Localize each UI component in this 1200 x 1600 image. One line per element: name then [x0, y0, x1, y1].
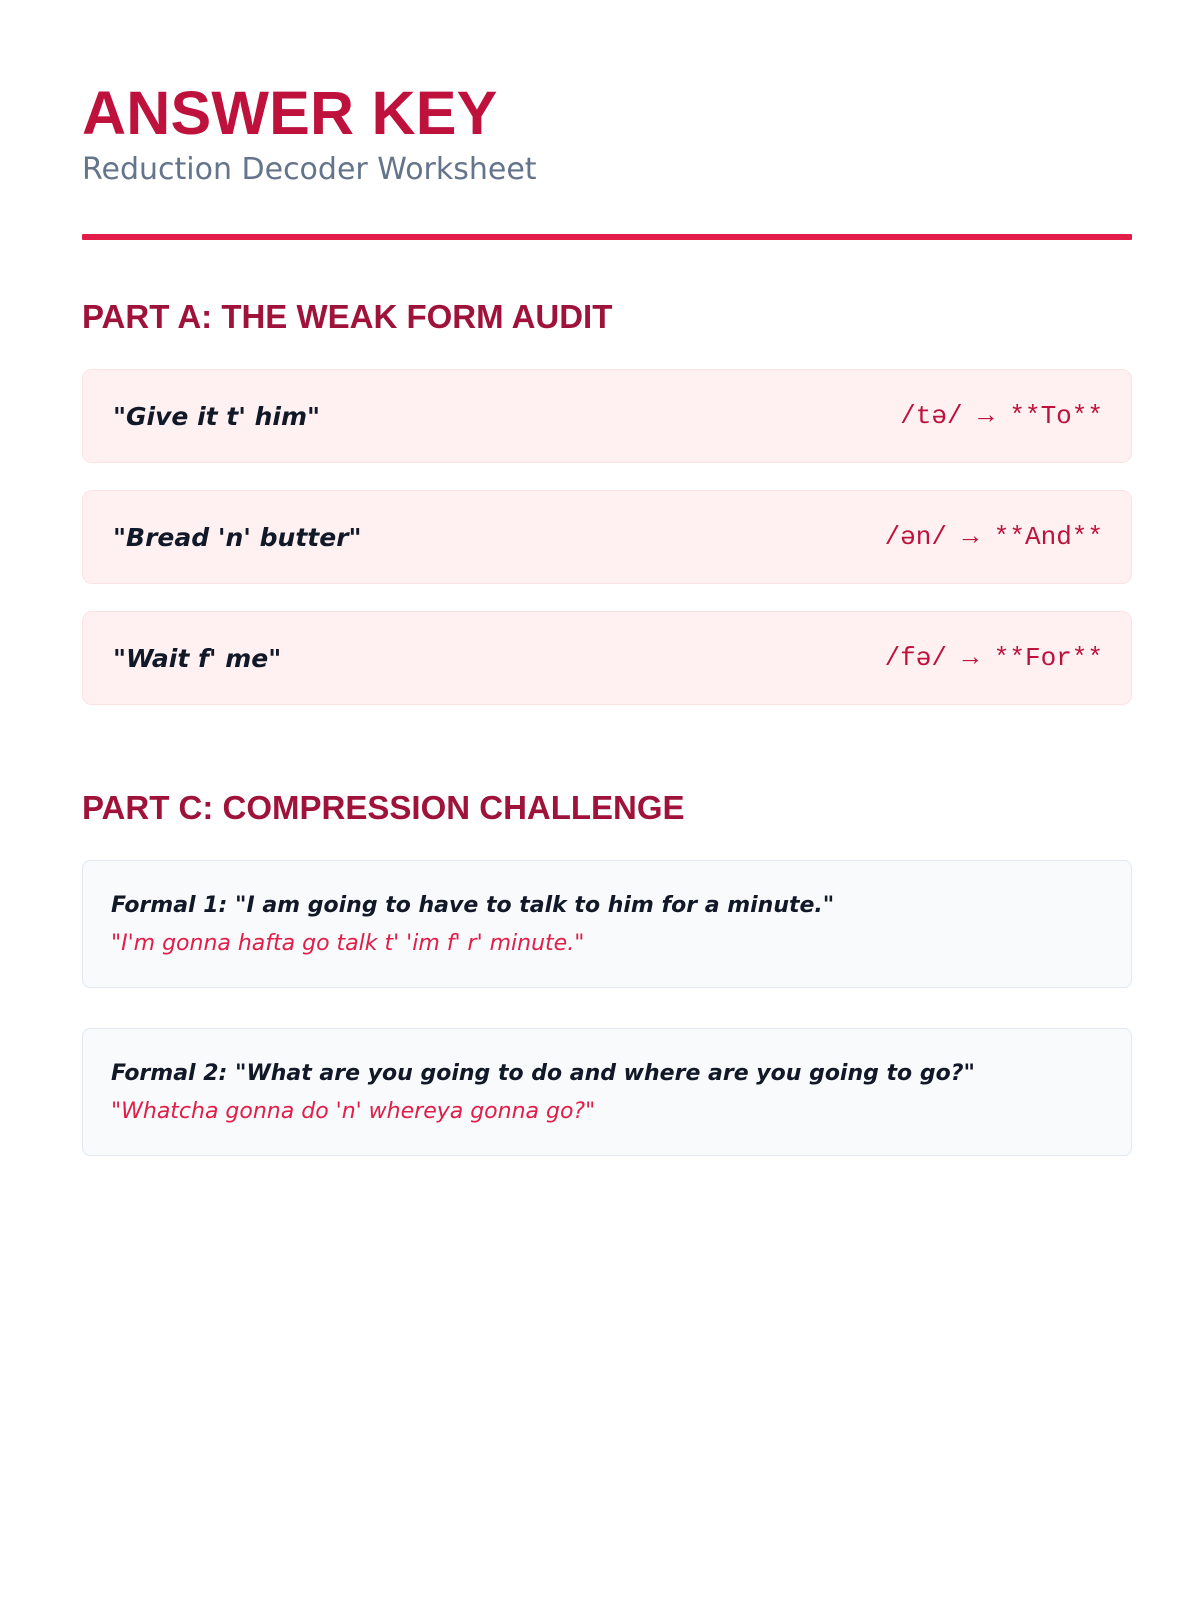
challenge-item	[82, 860, 1132, 988]
compression-challenge-list	[82, 860, 1132, 1156]
audit-phrase: "Give it t' him"	[113, 401, 321, 431]
audit-answer: /tə/ → **To**	[900, 401, 1103, 431]
audit-item	[82, 611, 1132, 705]
challenge-item	[82, 1028, 1132, 1156]
challenge-reduced-answer: "Whatcha gonna do 'n' whereya gonna go?"	[111, 1099, 596, 1124]
part-c-heading: PART C: COMPRESSION CHALLENGE	[82, 789, 685, 826]
part-a-heading: PART A: THE WEAK FORM AUDIT	[82, 298, 613, 335]
audit-phrase: "Wait f' me"	[113, 643, 282, 673]
challenge-formal-sentence: Formal 2: "What are you going to do and where are you going to go?"	[111, 1061, 975, 1086]
challenge-formal-sentence: Formal 1: "I am going to have to talk to him for a minute."	[111, 893, 835, 918]
audit-phrase: "Bread 'n' butter"	[113, 522, 362, 552]
answer-key-page	[82, 78, 1132, 1196]
audit-item	[82, 490, 1132, 584]
audit-item	[82, 369, 1132, 463]
challenge-reduced-answer: "I'm gonna hafta go talk t' 'im f' r' minute."	[111, 931, 585, 956]
audit-answer: /fə/ → **For**	[884, 643, 1103, 673]
page-title: ANSWER KEY	[82, 79, 498, 147]
header-divider	[82, 234, 1132, 240]
page-subtitle: Reduction Decoder Worksheet	[82, 152, 537, 187]
weak-form-audit-list	[82, 369, 1132, 705]
audit-answer: /ən/ → **And**	[884, 522, 1103, 552]
